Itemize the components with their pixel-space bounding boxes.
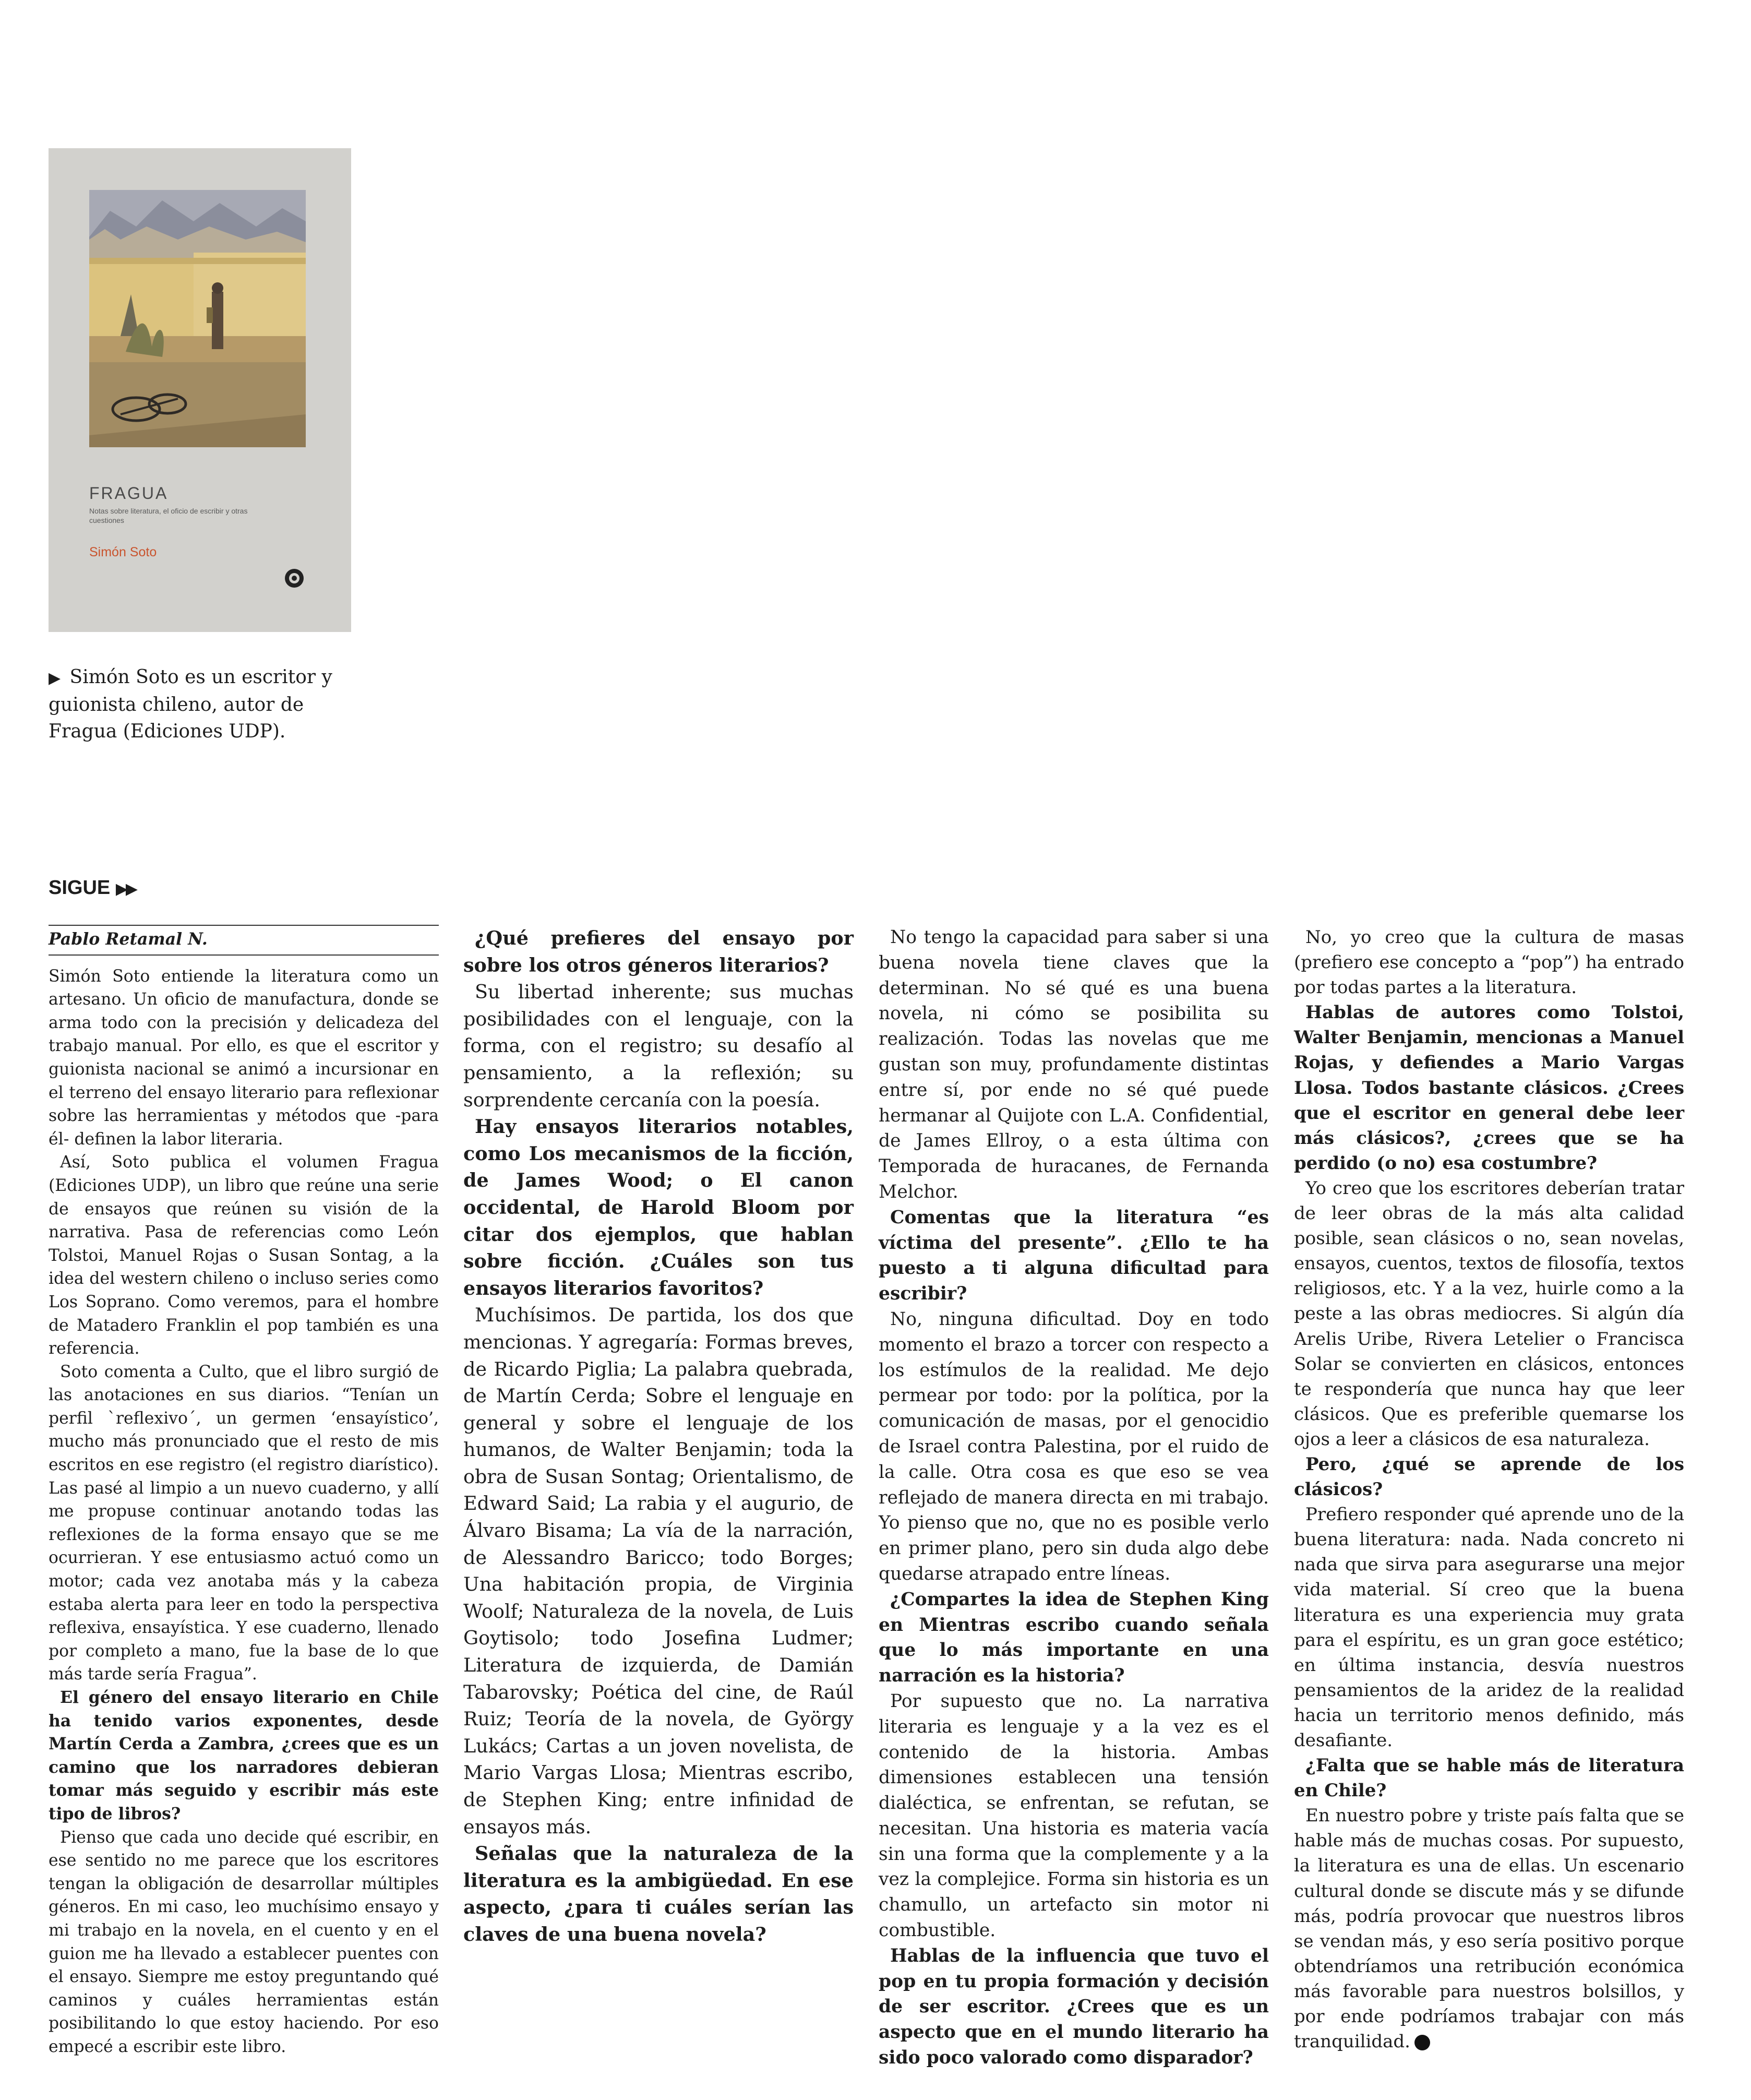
caption-arrow-icon: ▶ bbox=[49, 669, 61, 687]
book-title: FRAGUA bbox=[89, 484, 169, 503]
paragraph-2: Así, Soto publica el volumen Fragua (Ediciones UDP), un libro que reúne una serie de ensayos que reúnen su visión de la narrativa. Pasa de referencias como León Tolstoi, Manuel Rojas o Susan Sontag, a la idea del western chileno o incluso series como Los Soprano. Como veremos, para el hombre de Matadero Franklin el pop también es una referencia. bbox=[49, 1153, 439, 1358]
article-column-4 bbox=[1294, 925, 1684, 2054]
publisher-logo-icon bbox=[283, 567, 306, 592]
question-5: Comentas que la literatura “es víctima del presente”. ¿Ello te ha puesto a ti alguna dificultad para escribir? bbox=[879, 1207, 1269, 1305]
question-8: Hablas de autores como Tolstoi, Walter Benjamin, mencionas a Manuel Rojas, y defiendes a Mario Vargas Llosa. Todos bastante clásicos. ¿Crees que el escritor en general debe leer más clásicos?, ¿crees que se ha perdido (o no) esa costumbre? bbox=[1294, 1002, 1684, 1174]
question-3: Hay ensayos literarios notables, como Los mecanismos de la ficción, de James Wood; o El canon occidental, de Harold Bloom por citar dos ejemplos, que hablan sobre ficción. ¿Cuáles son tus ensayos literarios favoritos? bbox=[463, 1115, 854, 1299]
continue-label: SIGUE bbox=[49, 877, 111, 899]
cover-painting bbox=[89, 190, 306, 447]
answer-4: No tengo la capacidad para saber si una buena novela tiene claves que la determinan. No sé qué es una buena novela, ni cómo se posibilita su realización. Todas las novelas que me gustan son muy, profundamente distintas entre sí, por ende no sé qué puede hermanar al Quijote con L.A. Confidential, de James Ellroy, o a esta última con Temporada de huracanes, de Fernanda Melchor. bbox=[879, 927, 1269, 1202]
question-10: ¿Falta que se hable más de literatura en Chile? bbox=[1294, 1755, 1684, 1801]
question-7: Hablas de la influencia que tuvo el pop en tu propia formación y decisión de ser escritor. ¿Crees que es un aspecto que en el mundo literario ha sido poco valorado como disparador? bbox=[879, 1945, 1269, 2069]
paragraph-1: Simón Soto entiende la literatura como un artesano. Un oficio de manufactura, donde se arma todo con la precisión y delicadeza del trabajo manual. Por ello, es que el escritor y guionista nacional se animó a incursionar en el terreno del ensayo literario para reflexionar sobre las herramientas y métodos que -para él- definen la labor literaria. bbox=[49, 967, 439, 1149]
answer-9: Prefiero responder qué aprende uno de la buena literatura: nada. Nada concreto ni nada que sirva para asegurarse una mejor vida material. Sí creo que la buena literatura es una experiencia muy grata para el espíritu, es un gran goce estético; en última instancia, desvía nuestros pensamientos de la aridez de la realidad hacia un territorio menos definido, más desafiante. bbox=[1294, 1504, 1684, 1751]
answer-6: Por supuesto que no. La narrativa literaria es lenguaje y a la vez es el contenido de la historia. Ambas dimensiones establecen una tensión dialéctica, se enfrentan, se refutan, se necesitan. Una historia es materia vacía sin una forma que la complemente y a la vez la complejice. Forma sin historia es un chamullo, un artefacto sin motor ni combustible. bbox=[879, 1690, 1269, 1941]
continue-marker bbox=[49, 877, 136, 899]
answer-1: Pienso que cada uno decide qué escribir, en ese sentido no me parece que los escritores tengan la obligación de desarrollar múltiples géneros. En mi caso, leo muchísimo ensayo y mi trabajo en la novela, en el cuento y en el guion me ha llevado a establecer puentes con el ensayo. Siempre me estoy preguntando qué caminos y cuáles herramientas están posibilitando lo que estoy haciendo. Por eso empecé a escribir este libro. bbox=[49, 1828, 439, 2056]
article-column-1 bbox=[49, 925, 439, 2059]
answer-3: Muchísimos. De partida, los dos que mencionas. Y agregaría: Formas breves, de Ricardo Piglia; La palabra quebrada, de Martín Cerda; Sobre el lenguaje en general y sobre el lenguaje de los humanos, de Walter Benjamin; toda la obra de Susan Sontag; Orientalismo, de Edward Said; La rabia y el augurio, de Álvaro Bisama; La vía de la narración, de Alessandro Baricco; todo Borges; Una habitación propia, de Virginia Woolf; Naturaleza de la novela, de Luis Goytisolo; todo Josefina Ludmer; Literatura de izquierda, de Damián Tabarovsky; Poética del cine, de Raúl Ruiz; Teoría de la novela, de György Lukács; Cartas a un joven novelista, de Mario Vargas Llosa; Mientras escribo, de Stephen King; entre infinidad de ensayos más. bbox=[463, 1304, 854, 1838]
paragraph-3: Soto comenta a Culto, que el libro surgió de las anotaciones en sus diarios. “Tenían un perfil `reflexivo´, un germen ‘ensayístico’, mucho más pronunciado que el resto de mis escritos en ese registro (el registro diarístico). Las pasé al limpio a un nuevo cuaderno, y allí me propuse continuar anotando todas las reflexiones de la forma ensayo que se me ocurrieran. Y ese entusiasmo actuó como un motor; cada vez anotaba más y la cabeza estaba alerta para leer en todo la perspectiva reflexiva, ensayística. Y ese cuaderno, llenado por completo a mano, fue la base de lo que más tarde sería Fragua”. bbox=[49, 1362, 439, 1684]
answer-5: No, ninguna dificultad. Doy en todo momento el brazo a torcer con respecto a los estímulos de la realidad. Me dejo permear por todo: por la política, por la comunicación de masas, por el genocidio de Israel contra Palestina, por el ruido de la calle. Otra cosa es que eso se vea reflejado de manera directa en mi trabajo. Yo pienso que no, que no es posible verlo en primer plano, pero sin duda algo debe quedarse atrapado entre líneas. bbox=[879, 1308, 1269, 1584]
question-2: ¿Qué prefieres del ensayo por sobre los otros géneros literarios? bbox=[463, 927, 854, 976]
book-cover bbox=[49, 148, 351, 632]
end-mark-icon bbox=[1414, 2035, 1430, 2050]
caption-text: Simón Soto es un escritor y guionista chileno, autor de Fragua (Ediciones UDP). bbox=[49, 666, 332, 742]
answer-7: No, yo creo que la cultura de masas (prefiero ese concepto a “pop”) ha entrado por todas partes a la literatura. bbox=[1294, 927, 1684, 998]
question-6: ¿Compartes la idea de Stephen King en Mientras escribo cuando señala que lo más importante en una narración es la historia? bbox=[879, 1589, 1269, 1687]
article-column-2 bbox=[463, 925, 854, 1948]
question-4: Señalas que la naturaleza de la literatura es la ambigüedad. En ese aspecto, ¿para ti cuáles serían las claves de una buena novela? bbox=[463, 1842, 854, 1946]
answer-2: Su libertad inherente; sus muchas posibilidades con el lenguaje, con la forma, con el registro; su desafío al pensamiento, a la reflexión; su sorprendente cercanía con la poesía. bbox=[463, 981, 854, 1111]
photo-caption bbox=[49, 664, 362, 745]
book-subtitle: Notas sobre literatura, el oficio de escribir y otras cuestiones bbox=[89, 507, 248, 524]
answer-10 bbox=[1294, 1803, 1684, 2054]
question-1: El género del ensayo literario en Chile ha tenido varios exponentes, desde Martín Cerda a Zambra, ¿crees que es un camino que los narradores debieran tomar más seguido y escribir más este tipo de libros? bbox=[49, 1688, 439, 1823]
answer-8: Yo creo que los escritores deberían tratar de leer obras de la más alta calidad posible, sean clásicos o no, sean novelas, ensayos, cuentos, textos de filosofía, textos religiosos, etc. Y a la vez, huirle como a la peste a las obras mediocres. Si algún día Arelis Uribe, Rivera Letelier o Francisca Solar se convierten en clásicos, entonces te respondería que nunca hay que leer clásicos. Que es preferible quemarse los ojos a leer a clásicos de esa naturaleza. bbox=[1294, 1177, 1684, 1450]
article-column-3 bbox=[879, 925, 1269, 2071]
book-author: Simón Soto bbox=[89, 545, 157, 559]
double-arrow-icon: ▶▶ bbox=[115, 880, 136, 898]
byline: Pablo Retamal N. bbox=[49, 925, 439, 956]
question-9: Pero, ¿qué se aprende de los clásicos? bbox=[1294, 1453, 1684, 1500]
answer-10-text: En nuestro pobre y triste país falta que se hable más de muchas cosas. Por supuesto, la literatura es una de ellas. Un escenario cultural donde se discute más y se difunde más, podría provocar que nuestros libros se vendan más, y eso sería positivo porque obtendríamos una retribución económica más favorable para nuestros bolsillos, y por ende podríamos trabajar con más tranquilidad. bbox=[1294, 1805, 1684, 2053]
